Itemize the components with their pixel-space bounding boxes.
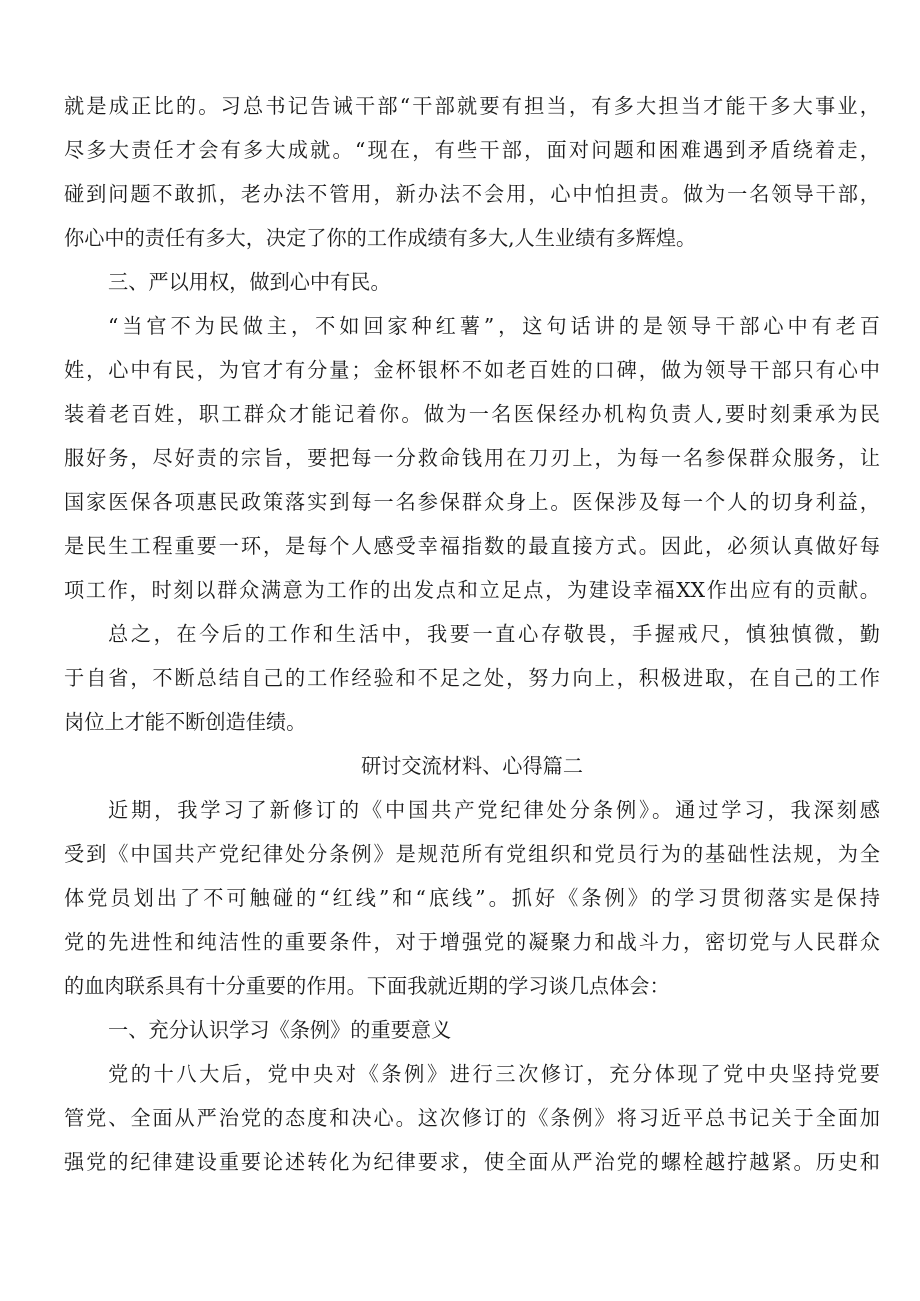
text-line: 你心中的责任有多大，决定了你的工作成绩有多大,人生业绩有多辉煌。 (64, 226, 697, 250)
text-line: 体党员划出了不可触碰的“红线”和“底线”。抓好《条例》的学习贯彻落实是保持 (64, 886, 880, 910)
text-line: 是民生工程重要一环，是每个人感受幸福指数的最直接方式。因此，必须认真做好每 (64, 534, 880, 558)
text-line: 碰到问题不敢抓，老办法不管用，新办法不会用，心中怕担责。做为一名领导干部， (64, 182, 880, 206)
body-text (64, 84, 880, 1184)
text-line: 装着老百姓，职工群众才能记着你。做为一名医保经办机构负责人,要时刻秉承为民 (64, 402, 880, 426)
text-line: 就是成正比的。习总书记告诫干部“干部就要有担当，有多大担当才能干多大事业， (64, 94, 880, 118)
text-line: 于自省，不断总结自己的工作经验和不足之处，努力向上，积极进取，在自己的工作 (64, 666, 880, 690)
text-line: 党的十八大后，党中央对《条例》进行三次修订，充分体现了党中央坚持党要 (108, 1062, 880, 1086)
text-line: 受到《中国共产党纪律处分条例》是规范所有党组织和党员行为的基础性法规，为全 (64, 842, 880, 866)
text-line: 总之，在今后的工作和生活中，我要一直心存敬畏，手握戒尺，慎独慎微，勤 (108, 622, 880, 646)
text-line: 党的先进性和纯洁性的重要条件，对于增强党的凝聚力和战斗力，密切党与人民群众 (64, 930, 880, 954)
text-line: 尽多大责任才会有多大成就。“现在，有些干部，面对问题和困难遇到矛盾绕着走， (64, 138, 880, 162)
text-line: 岗位上才能不断创造佳绩。 (64, 710, 307, 734)
text-line: 国家医保各项惠民政策落实到每一名参保群众身上。医保涉及每一个人的切身利益， (64, 490, 880, 514)
text-line: 姓，心中有民，为官才有分量；金杯银杯不如老百姓的口碑，做为领导干部只有心中 (64, 358, 880, 382)
text-line: “当官不为民做主，不如回家种红薯”，这句话讲的是领导干部心中有老百 (108, 314, 880, 338)
text-line: 强党的纪律建设重要论述转化为纪律要求，使全面从严治党的螺栓越拧越紧。历史和 (64, 1150, 880, 1174)
section-heading: 研讨交流材料、心得篇二 (360, 754, 584, 778)
text-line: 的血肉联系具有十分重要的作用。下面我就近期的学习谈几点体会： (64, 974, 670, 998)
text-line: 三、严以用权，做到心中有民。 (108, 270, 391, 294)
text-line: 项工作，时刻以群众满意为工作的出发点和立足点，为建设幸福XX作出应有的贡献。 (64, 578, 880, 602)
text-line: 一、充分认识学习《条例》的重要意义 (108, 1018, 452, 1042)
text-line: 服好务，尽好责的宗旨，要把每一分救命钱用在刀刃上，为每一名参保群众服务，让 (64, 446, 880, 470)
text-line: 管党、全面从严治党的态度和决心。这次修订的《条例》将习近平总书记关于全面加 (64, 1106, 880, 1130)
text-line: 近期，我学习了新修订的《中国共产党纪律处分条例》。通过学习，我深刻感 (108, 798, 880, 822)
